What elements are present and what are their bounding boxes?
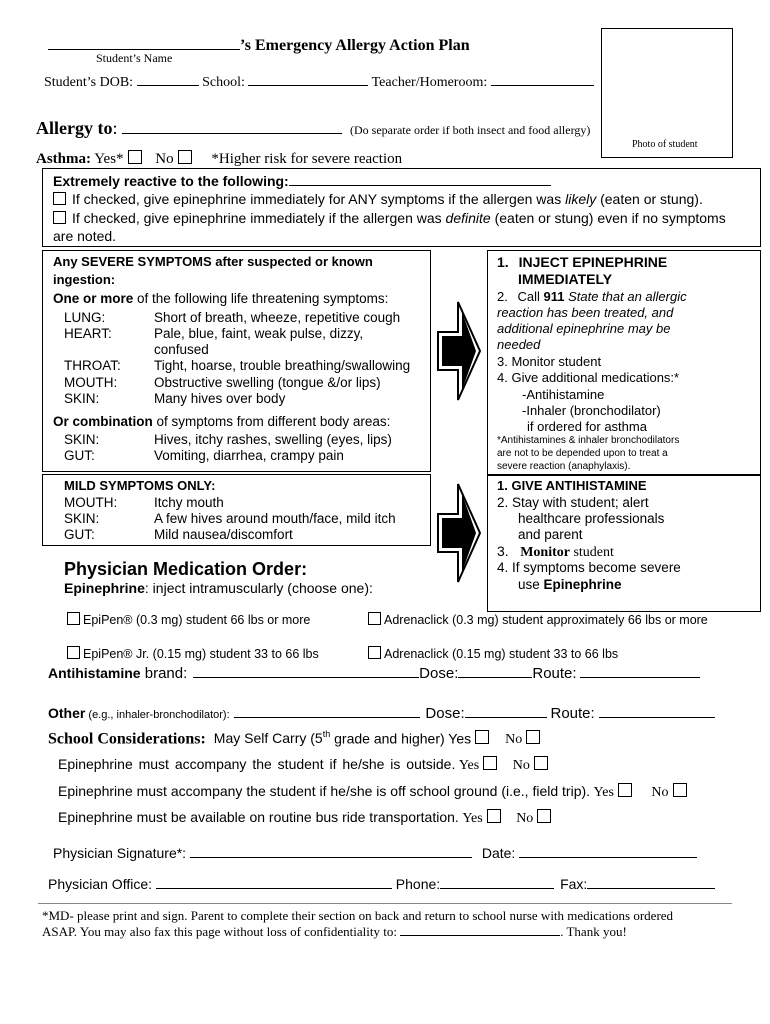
other-dose-label: Dose: bbox=[425, 705, 465, 722]
mild-heading: MILD SYMPTOMS ONLY: bbox=[64, 478, 216, 493]
other-med-row bbox=[48, 704, 715, 722]
monitor-text: Monitor bbox=[520, 545, 570, 560]
signature-label: Physician Signature*: bbox=[53, 845, 187, 861]
call-text: Call bbox=[517, 289, 544, 304]
use-text: use bbox=[518, 577, 544, 592]
physician-order-title: Physician Medication Order: bbox=[64, 559, 308, 579]
brand-label: brand: bbox=[140, 665, 188, 682]
self-carry-sup: th bbox=[322, 729, 331, 739]
epinephrine-rest: : inject intramuscularly (choose one): bbox=[144, 580, 373, 596]
state-text: State that an allergic bbox=[564, 289, 687, 304]
self-carry-row bbox=[48, 729, 540, 748]
action-number: 3. bbox=[497, 543, 509, 559]
combination-row bbox=[53, 414, 390, 429]
severe-action-2-line2: reaction has been treated, and bbox=[497, 305, 674, 320]
date-label: Date: bbox=[481, 845, 516, 861]
footer-divider bbox=[38, 903, 732, 904]
symptom-text: Mild nausea/discomfort bbox=[154, 527, 293, 542]
severe-action-4-sub1: -Antihistamine bbox=[522, 387, 605, 402]
severe-symptom-row bbox=[64, 375, 381, 390]
reactive-definite-emph: definite bbox=[445, 210, 491, 226]
combo-symptom-row bbox=[64, 432, 392, 447]
epipen-label: EpiPen® (0.3 mg) student 66 lbs or more bbox=[83, 613, 311, 627]
page-title: ’s Emergency Allergy Action Plan bbox=[240, 37, 470, 54]
mild-action-1: 1. GIVE ANTIHISTAMINE bbox=[497, 478, 647, 493]
allergy-note: (Do separate order if both insect and food allergy) bbox=[350, 123, 591, 137]
combination-emph: Or combination bbox=[53, 414, 153, 429]
adrenaclick-jr-checkbox[interactable] bbox=[368, 646, 381, 659]
epinephrine-instruction bbox=[64, 580, 373, 596]
severe-action-4: 4. Give additional medications:* bbox=[497, 370, 680, 385]
mild-action-3 bbox=[497, 543, 614, 561]
use-epinephrine-text: Epinephrine bbox=[543, 577, 622, 592]
off-ground-no-checkbox[interactable] bbox=[673, 783, 687, 797]
other-med-field[interactable] bbox=[234, 704, 420, 718]
self-carry-no-label: No bbox=[505, 732, 523, 748]
other-route-label: Route: bbox=[550, 705, 595, 722]
student-name-label: Student’s Name bbox=[96, 51, 173, 65]
reactive-definite-row bbox=[53, 210, 726, 226]
symptom-label: THROAT: bbox=[64, 358, 121, 373]
reactive-definite-checkbox[interactable] bbox=[53, 211, 66, 224]
asthma-row bbox=[36, 150, 402, 168]
self-carry-no-checkbox[interactable] bbox=[526, 730, 540, 744]
asthma-note: *Higher risk for severe reaction bbox=[211, 151, 403, 167]
off-ground-no-label: No bbox=[651, 785, 669, 800]
signature-row bbox=[53, 844, 697, 861]
mild-action-4-line2 bbox=[518, 577, 622, 592]
school-field[interactable] bbox=[248, 72, 368, 86]
action-number: 2. bbox=[497, 289, 508, 304]
date-field[interactable] bbox=[519, 844, 697, 858]
monitor-tail: student bbox=[569, 545, 614, 560]
antihistamine-row bbox=[48, 664, 700, 682]
symptom-text: Obstructive swelling (tongue &/or lips) bbox=[154, 375, 381, 390]
antihistamine-label: Antihistamine bbox=[48, 665, 141, 681]
mild-symptom-row bbox=[64, 527, 293, 542]
epipen-option[interactable] bbox=[67, 612, 310, 627]
signature-field[interactable] bbox=[190, 844, 472, 858]
one-or-more-row bbox=[53, 291, 388, 306]
symptom-text: confused bbox=[154, 342, 209, 357]
mild-symptom-row bbox=[64, 511, 396, 526]
off-ground-text: Epinephrine must accompany the student if he/she is off school ground (i.e., field trip). bbox=[58, 783, 591, 799]
symptom-label: SKIN: bbox=[64, 511, 100, 526]
antihistamine-brand-field[interactable] bbox=[193, 664, 419, 678]
bus-no-label: No bbox=[516, 811, 534, 826]
symptom-label: HEART: bbox=[64, 326, 112, 341]
severe-symptom-row bbox=[64, 310, 400, 325]
teacher-field[interactable] bbox=[491, 72, 594, 86]
severe-heading-2: ingestion: bbox=[53, 272, 116, 287]
outside-yes-checkbox[interactable] bbox=[483, 756, 497, 770]
adrenaclick-jr-option[interactable] bbox=[368, 646, 618, 661]
reactive-line3: are noted. bbox=[53, 228, 117, 244]
allergy-to-field[interactable] bbox=[122, 120, 342, 134]
off-ground-yes-checkbox[interactable] bbox=[618, 783, 632, 797]
asthma-yes-label: Yes* bbox=[94, 151, 124, 167]
school-considerations-heading: School Considerations: bbox=[48, 730, 206, 748]
allergy-row: Allergy to: (Do separate order if both insect and food allergy) bbox=[36, 118, 591, 138]
other-route-field[interactable] bbox=[599, 704, 715, 718]
severe-symptom-row bbox=[64, 342, 209, 357]
combination-text: of symptoms from different body areas: bbox=[152, 414, 391, 429]
bus-yes-label: Yes bbox=[462, 811, 483, 826]
symptom-label: SKIN: bbox=[64, 391, 100, 406]
antihistamine-dose-field[interactable] bbox=[458, 664, 532, 678]
mild-symptom-row bbox=[64, 495, 224, 510]
office-label: Physician Office: bbox=[48, 876, 153, 892]
student-name-line[interactable] bbox=[48, 36, 240, 50]
epipen-jr-option[interactable] bbox=[67, 646, 319, 661]
reactive-likely-text: If checked, give epinephrine immediately for ANY symptoms if the allergen was bbox=[72, 191, 566, 207]
severe-action-2-line4: needed bbox=[497, 337, 541, 352]
reactive-definite-tail: (eaten or stung) even if no symptoms bbox=[490, 210, 726, 226]
bus-no-checkbox[interactable] bbox=[537, 809, 551, 823]
severe-action-1 bbox=[497, 254, 667, 270]
adrenaclick-label: Adrenaclick (0.3 mg) student approximately 66 lbs or more bbox=[384, 613, 708, 627]
inject-epinephrine-text: INJECT EPINEPHRINE bbox=[518, 254, 668, 270]
asthma-label: Asthma: bbox=[36, 151, 91, 167]
symptom-text: Vomiting, diarrhea, crampy pain bbox=[154, 448, 344, 463]
dob-label: Student’s DOB: bbox=[44, 75, 134, 90]
fax-label: Fax: bbox=[560, 876, 588, 892]
fax-field[interactable] bbox=[587, 875, 715, 889]
footer-line-1: *MD- please print and sign. Parent to complete their section on back and return to school nurse with medications ordered bbox=[42, 908, 674, 923]
outside-no-label: No bbox=[512, 758, 530, 773]
self-carry-yes-checkbox[interactable] bbox=[475, 730, 489, 744]
adrenaclick-option[interactable] bbox=[368, 612, 708, 627]
epipen-jr-label: EpiPen® Jr. (0.15 mg) student 33 to 66 lbs bbox=[83, 647, 319, 661]
symptom-text: Tight, hoarse, trouble breathing/swallowing bbox=[154, 358, 411, 373]
outside-row bbox=[58, 756, 548, 774]
other-example: (e.g., inhaler-bronchodilator): bbox=[85, 709, 230, 721]
footer-fax-text: ASAP. You may also fax this page without loss of confidentiality to: bbox=[42, 924, 397, 939]
action-number: 1. bbox=[497, 254, 509, 270]
severe-action-4-sub2: -Inhaler (bronchodilator) bbox=[522, 403, 661, 418]
asthma-no-checkbox[interactable] bbox=[178, 150, 192, 164]
bus-text: Epinephrine must be available on routine bus ride transportation. bbox=[58, 809, 459, 825]
one-or-more-text: of the following life threatening symptoms: bbox=[133, 291, 389, 306]
mild-action-2-line3: and parent bbox=[518, 527, 583, 542]
antihistamine-dose-label: Dose: bbox=[419, 665, 459, 682]
asthma-yes-checkbox[interactable] bbox=[128, 150, 142, 164]
bus-row bbox=[58, 809, 551, 827]
office-field[interactable] bbox=[156, 875, 392, 889]
other-dose-field[interactable] bbox=[465, 704, 547, 718]
phone-label: Phone: bbox=[395, 876, 441, 892]
symptom-label: GUT: bbox=[64, 527, 95, 542]
severe-action-2 bbox=[497, 289, 687, 304]
allergy-to-label: Allergy to bbox=[36, 118, 113, 138]
severe-symptom-row bbox=[64, 326, 363, 341]
symptom-label: LUNG: bbox=[64, 310, 106, 325]
reactive-likely-row bbox=[53, 191, 703, 207]
mild-action-4: 4. If symptoms become severe bbox=[497, 560, 681, 575]
footer-thanks: . Thank you! bbox=[560, 924, 627, 939]
severe-symptom-row bbox=[64, 391, 285, 406]
symptom-text: A few hives around mouth/face, mild itch bbox=[154, 511, 396, 526]
symptom-text: Hives, itchy rashes, swelling (eyes, lips) bbox=[154, 432, 392, 447]
teacher-label: Teacher/Homeroom: bbox=[371, 75, 488, 90]
reactive-likely-tail: (eaten or stung). bbox=[596, 191, 703, 207]
phone-field[interactable] bbox=[440, 875, 554, 889]
symptom-text: Many hives over body bbox=[154, 391, 286, 406]
symptom-text: Pale, blue, faint, weak pulse, dizzy, bbox=[154, 326, 364, 341]
symptom-label: SKIN: bbox=[64, 432, 100, 447]
reactive-definite-text: If checked, give epinephrine immediately if the allergen was bbox=[72, 210, 446, 226]
epinephrine-label: Epinephrine bbox=[64, 580, 145, 596]
off-ground-row bbox=[58, 783, 687, 801]
symptom-text: Itchy mouth bbox=[154, 495, 224, 510]
school-label: School: bbox=[202, 75, 245, 90]
reactive-likely-emph: likely bbox=[565, 191, 597, 207]
severe-arrow-icon bbox=[432, 296, 484, 406]
photo-label: Photo of student bbox=[632, 139, 698, 150]
adrenaclick-jr-label: Adrenaclick (0.15 mg) student 33 to 66 lbs bbox=[384, 647, 619, 661]
severe-note-1: *Antihistamines & inhaler bronchodilators bbox=[497, 435, 680, 446]
severe-action-4-sub3: if ordered for asthma bbox=[527, 419, 647, 434]
epipen-jr-checkbox[interactable] bbox=[67, 646, 80, 659]
asthma-no-label: No bbox=[155, 151, 174, 167]
outside-yes-label: Yes bbox=[458, 758, 480, 773]
office-row bbox=[48, 875, 715, 892]
bus-yes-checkbox[interactable] bbox=[487, 809, 501, 823]
dob-field[interactable] bbox=[137, 72, 199, 86]
mild-arrow-icon bbox=[432, 478, 484, 588]
adrenaclick-checkbox[interactable] bbox=[368, 612, 381, 625]
self-carry-text: May Self Carry (5 bbox=[213, 730, 323, 747]
reactive-allergen-field[interactable] bbox=[289, 172, 551, 186]
antihistamine-route-field[interactable] bbox=[580, 664, 700, 678]
reactive-heading-row bbox=[53, 172, 551, 189]
symptom-label: GUT: bbox=[64, 448, 95, 463]
footer-line-2 bbox=[42, 924, 627, 940]
outside-no-checkbox[interactable] bbox=[534, 756, 548, 770]
symptom-text: Short of breath, wheeze, repetitive cough bbox=[154, 310, 401, 325]
call-911-text: 911 bbox=[543, 289, 565, 304]
severe-action-1-line2: IMMEDIATELY bbox=[518, 271, 613, 287]
severe-heading-1: Any SEVERE SYMPTOMS after suspected or known bbox=[53, 254, 373, 269]
other-label: Other bbox=[48, 705, 86, 721]
mild-action-2: 2. Stay with student; alert bbox=[497, 495, 649, 510]
epipen-checkbox[interactable] bbox=[67, 612, 80, 625]
severe-note-2: are not to be depended upon to treat a bbox=[497, 448, 668, 459]
self-carry-yes-label: grade and higher) Yes bbox=[330, 730, 472, 747]
symptom-label: MOUTH: bbox=[64, 495, 118, 510]
dob-row bbox=[44, 72, 594, 91]
combo-symptom-row bbox=[64, 448, 344, 463]
severe-symptom-row bbox=[64, 358, 410, 373]
reactive-heading: Extremely reactive to the following: bbox=[53, 173, 289, 189]
symptom-label: MOUTH: bbox=[64, 375, 118, 390]
off-ground-yes-label: Yes bbox=[593, 785, 614, 800]
mild-action-2-line2: healthcare professionals bbox=[518, 511, 665, 526]
antihistamine-route-label: Route: bbox=[532, 665, 577, 682]
severe-action-2-line3: additional epinephrine may be bbox=[497, 321, 671, 336]
severe-action-3: 3. Monitor student bbox=[497, 354, 602, 369]
outside-text: Epinephrine must accompany the student if he/she is outside. bbox=[58, 756, 456, 772]
school-nurse-fax-field[interactable] bbox=[400, 924, 560, 936]
reactive-likely-checkbox[interactable] bbox=[53, 192, 66, 205]
severe-note-3: severe reaction (anaphylaxis). bbox=[497, 461, 631, 472]
one-or-more-emph: One or more bbox=[53, 291, 134, 306]
